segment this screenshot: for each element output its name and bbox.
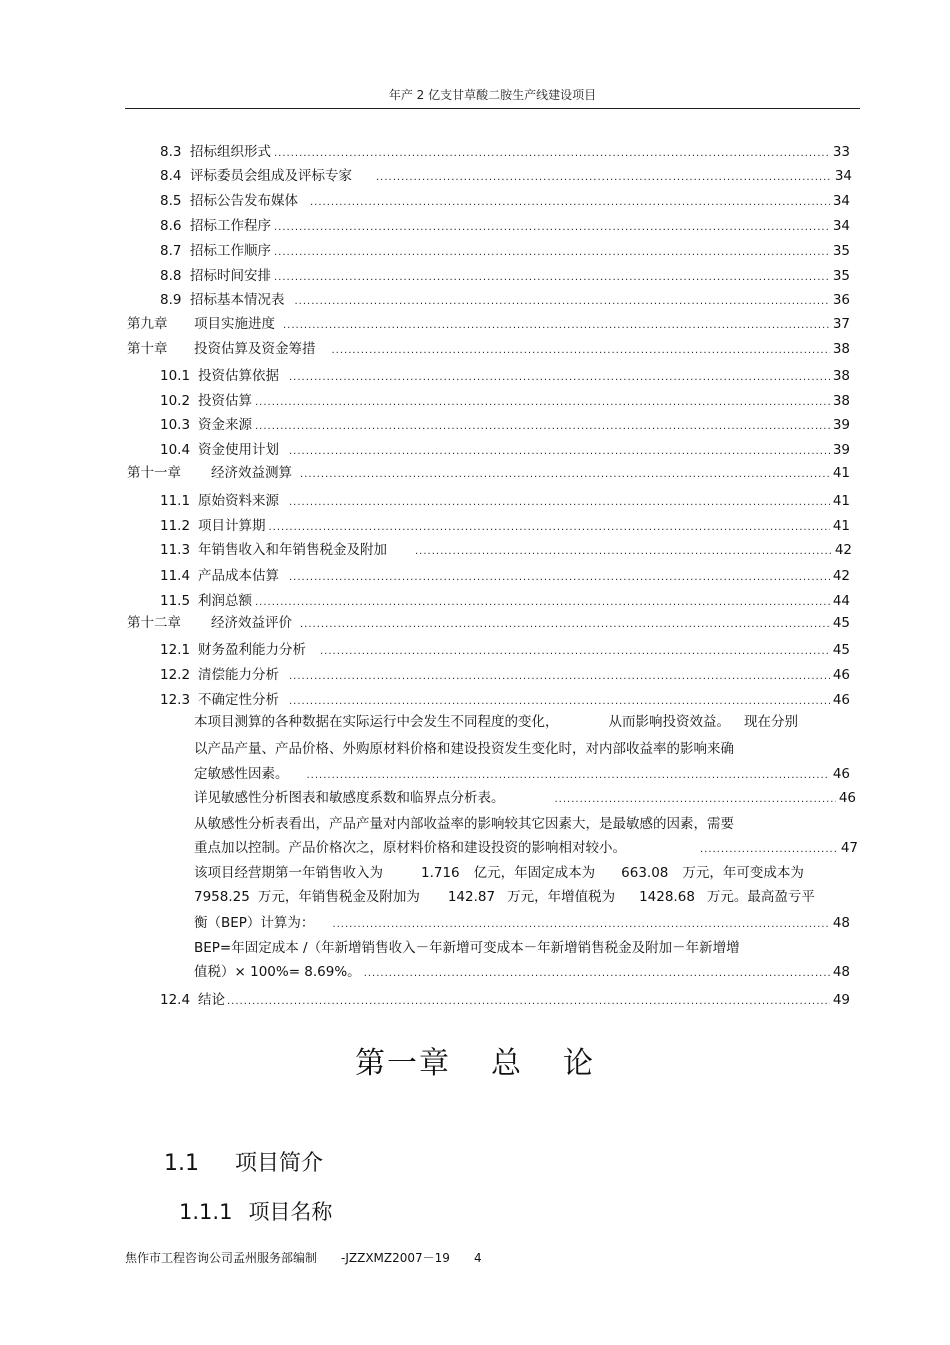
subsection-title: 项目名称 [248,1200,333,1224]
toc-leader-dots [289,568,830,588]
toc-number: 12.2 [160,667,191,683]
toc-value: 7958.25 [194,889,250,905]
toc-text-fragment: 万元，年可变成本为 [682,865,804,881]
toc-title: 定敏感性因素。 [194,766,289,782]
toc-title: 详见敏感性分析图表和敏感度系数和临界点分析表。 [194,790,505,806]
toc-text-entry[interactable] [194,764,850,784]
toc-leader-dots [700,840,838,860]
toc-number: 8.7 [160,243,182,259]
chapter-title-part: 总 [491,1046,523,1081]
toc-page-number: 41 [832,518,850,534]
toc-text-fragment: 现在分别 [744,714,798,730]
toc-number: 11.1 [160,493,191,509]
toc-leader-dots [415,542,832,562]
toc-number: 8.5 [160,193,182,209]
toc-page-number: 44 [832,593,850,609]
footer-page-number: 4 [473,1251,482,1265]
toc-value: 1.716 [421,865,460,881]
toc-title: 投资估算 [198,393,252,409]
toc-leader-dots [332,341,830,361]
toc-leader-dots [300,465,830,485]
toc-title: 招标基本情况表 [190,292,285,308]
toc-entry-11-2[interactable] [160,516,850,536]
toc-page-number: 34 [832,218,850,234]
toc-number: 12.4 [160,992,191,1008]
toc-text-fragment: 本项目测算的各种数据在实际运行中会发生不同程度的变化， [194,714,559,730]
toc-title: 不确定性分析 [198,692,279,708]
toc-page-number: 46 [832,766,850,782]
toc-entry-10-2[interactable] [160,391,850,411]
running-header: 年产 2 亿支甘草酸二胺生产线建设项目 [388,88,597,102]
toc-entry-12-4[interactable] [160,990,850,1010]
toc-value: 142.87 [447,889,496,905]
toc-value: 1428.68 [639,889,695,905]
toc-text-line [194,712,798,732]
toc-leader-dots [283,316,830,336]
toc-page-number: 46 [832,667,850,683]
toc-leader-dots [269,518,830,538]
toc-text-entry[interactable] [194,838,858,858]
toc-number: 12.1 [160,642,191,658]
section-heading [164,1146,323,1177]
toc-leader-dots [332,915,829,935]
toc-number: 11.4 [160,568,191,584]
toc-title: 招标时间安排 [190,268,271,284]
toc-text-fragment: 万元，年销售税金及附加为 [257,889,420,905]
chapter-title-part: 论 [563,1046,595,1081]
toc-page-number: 37 [832,316,850,332]
toc-chapter-number: 第十章 [127,341,168,357]
toc-page-number: 42 [834,542,852,558]
toc-entry-8-8[interactable] [160,266,850,286]
toc-number: 10.3 [160,417,191,433]
toc-entry-11-3[interactable] [160,540,852,560]
toc-entry-12-3[interactable] [160,690,850,710]
toc-title: 年销售收入和年销售税金及附加 [198,542,387,558]
toc-leader-dots [289,368,830,388]
toc-title: 产品成本估算 [198,568,279,584]
toc-leader-dots [320,642,830,662]
toc-page-number: 39 [832,417,850,433]
toc-entry-11-4[interactable] [160,566,850,586]
header-rule [125,108,860,109]
toc-chapter-number: 第十二章 [127,615,181,631]
footer-org: 焦作市工程咨询公司孟州服务部编制 [125,1251,318,1265]
toc-number: 8.8 [160,268,182,284]
toc-leader-dots [376,168,832,188]
toc-page-number: 45 [832,615,850,631]
toc-page-number: 34 [832,193,850,209]
toc-entry-8-3[interactable] [160,142,850,162]
toc-text-entry[interactable] [194,788,856,808]
toc-title: 资金使用计划 [198,442,279,458]
toc-text-fragment: 该项目经营期第一年销售收入为 [194,865,383,881]
toc-number: 12.3 [160,692,191,708]
toc-text-line: 以产品产量、产品价格、外购原材料价格和建设投资发生变化时，对内部收益率的影响来确 [194,741,734,757]
toc-text-line: BEP=年固定成本 /（年新增销售收入－年新增可变成本－年新增销售税金及附加－年新增增 [194,940,740,956]
toc-leader-dots [255,417,830,437]
toc-value: 663.08 [621,865,669,881]
toc-number: 11.2 [160,518,191,534]
toc-leader-dots [307,766,830,786]
toc-leader-dots [310,193,830,213]
toc-leader-dots [227,992,830,1012]
toc-page-number: 38 [832,368,850,384]
toc-entry-11-5[interactable] [160,591,850,611]
toc-number: 8.6 [160,218,182,234]
toc-page-number: 33 [832,144,850,160]
section-number: 1.1 [164,1151,199,1176]
toc-number: 8.4 [160,168,182,184]
toc-number: 8.3 [160,144,182,160]
toc-leader-dots [255,593,830,613]
toc-page-number: 49 [832,992,850,1008]
toc-title: 值税）× 100%= 8.69%。 [194,964,361,980]
toc-page-number: 39 [832,442,850,458]
footer-doc-code: -JZZXMZ2007－19 [341,1251,450,1265]
toc-leader-dots [295,292,830,312]
toc-title: 评标委员会组成及评标专家 [190,168,352,184]
toc-leader-dots [289,667,830,687]
toc-title: 经济效益评价 [211,615,292,631]
toc-text-entry[interactable] [194,913,850,933]
toc-page-number: 35 [832,268,850,284]
toc-chapter-9[interactable] [127,314,850,334]
toc-number: 8.9 [160,292,182,308]
toc-entry-8-7[interactable] [160,241,850,261]
toc-page-number: 35 [832,243,850,259]
page-footer [125,1249,482,1266]
chapter-label: 第一章 [355,1046,451,1081]
section-title: 项目简介 [235,1151,324,1176]
toc-entry-8-9[interactable] [160,290,850,310]
toc-page-number: 42 [832,568,850,584]
toc-number: 10.1 [160,368,191,384]
toc-page-number: 36 [832,292,850,308]
subsection-heading [179,1196,332,1226]
toc-leader-dots [289,692,830,712]
toc-title: 清偿能力分析 [198,667,279,683]
toc-chapter-11[interactable] [127,463,850,483]
toc-entry-10-4[interactable] [160,440,850,460]
toc-entry-10-3[interactable] [160,415,850,435]
toc-leader-dots [555,790,836,810]
toc-entry-8-5[interactable] [160,191,850,211]
toc-page-number: 46 [838,790,856,806]
toc-title: 资金来源 [198,417,252,433]
subsection-number: 1.1.1 [179,1200,233,1224]
toc-page-number: 38 [832,341,850,357]
toc-number: 10.2 [160,393,191,409]
toc-leader-dots [289,493,830,513]
toc-chapter-number: 第十一章 [127,465,181,481]
toc-page-number: 46 [832,692,850,708]
toc-entry-12-2[interactable] [160,665,850,685]
toc-number: 10.4 [160,442,191,458]
toc-title: 原始资料来源 [198,493,279,509]
toc-page-number: 41 [832,465,850,481]
toc-text-line: 从敏感性分析表看出，产品产量对内部收益率的影响较其它因素大，是最敏感的因素，需要 [194,816,734,832]
toc-page-number: 45 [832,642,850,658]
toc-chapter-12[interactable] [127,613,850,633]
toc-page-number: 47 [840,840,858,856]
toc-chapter-10[interactable] [127,339,850,359]
toc-text-fragment: 亿元，年固定成本为 [473,865,596,881]
toc-page-number: 41 [832,493,850,509]
toc-title: 财务盈利能力分析 [198,642,306,658]
toc-text-fragment: 从而影响投资效益。 [608,714,730,730]
toc-leader-dots [274,243,830,263]
toc-text-entry[interactable] [194,962,850,982]
toc-entry-12-1[interactable] [160,640,850,660]
toc-entry-8-4[interactable] [160,166,852,186]
toc-page-number: 38 [832,393,850,409]
toc-page-number: 48 [832,964,850,980]
toc-title: 重点加以控制。产品价格次之，原材料价格和建设投资的影响相对较小。 [194,840,626,856]
toc-text-fragment: 万元。最高盈亏平 [706,889,815,905]
toc-leader-dots [274,218,830,238]
toc-chapter-number: 第九章 [127,316,168,332]
toc-text-fragment: 万元，年增值税为 [507,889,616,905]
toc-page-number: 34 [834,168,852,184]
toc-title: 招标工作顺序 [190,243,271,259]
toc-entry-11-1[interactable] [160,491,850,511]
toc-text-line [194,887,815,907]
toc-leader-dots [274,144,830,164]
toc-number: 11.3 [160,542,191,558]
toc-title: 结论 [198,992,225,1008]
toc-entry-10-1[interactable] [160,366,850,386]
toc-leader-dots [274,268,830,288]
toc-title: 项目实施进度 [194,316,275,332]
toc-title: 招标工作程序 [190,218,271,234]
toc-entry-8-6[interactable] [160,216,850,236]
toc-number: 11.5 [160,593,191,609]
toc-title: 经济效益测算 [211,465,292,481]
toc-title: 衡（BEP）计算为： [194,915,315,931]
toc-leader-dots [364,964,830,984]
toc-title: 招标公告发布媒体 [190,193,298,209]
toc-leader-dots [255,393,830,413]
toc-text-line [194,863,804,883]
toc-title: 项目计算期 [198,518,266,534]
toc-title: 投资估算依据 [198,368,279,384]
toc-leader-dots [289,442,830,462]
chapter-heading [0,1038,950,1082]
toc-title: 招标组织形式 [190,144,271,160]
toc-title: 投资估算及资金筹措 [194,341,316,357]
toc-page-number: 48 [832,915,850,931]
toc-title: 利润总额 [198,593,252,609]
toc-leader-dots [300,615,830,635]
